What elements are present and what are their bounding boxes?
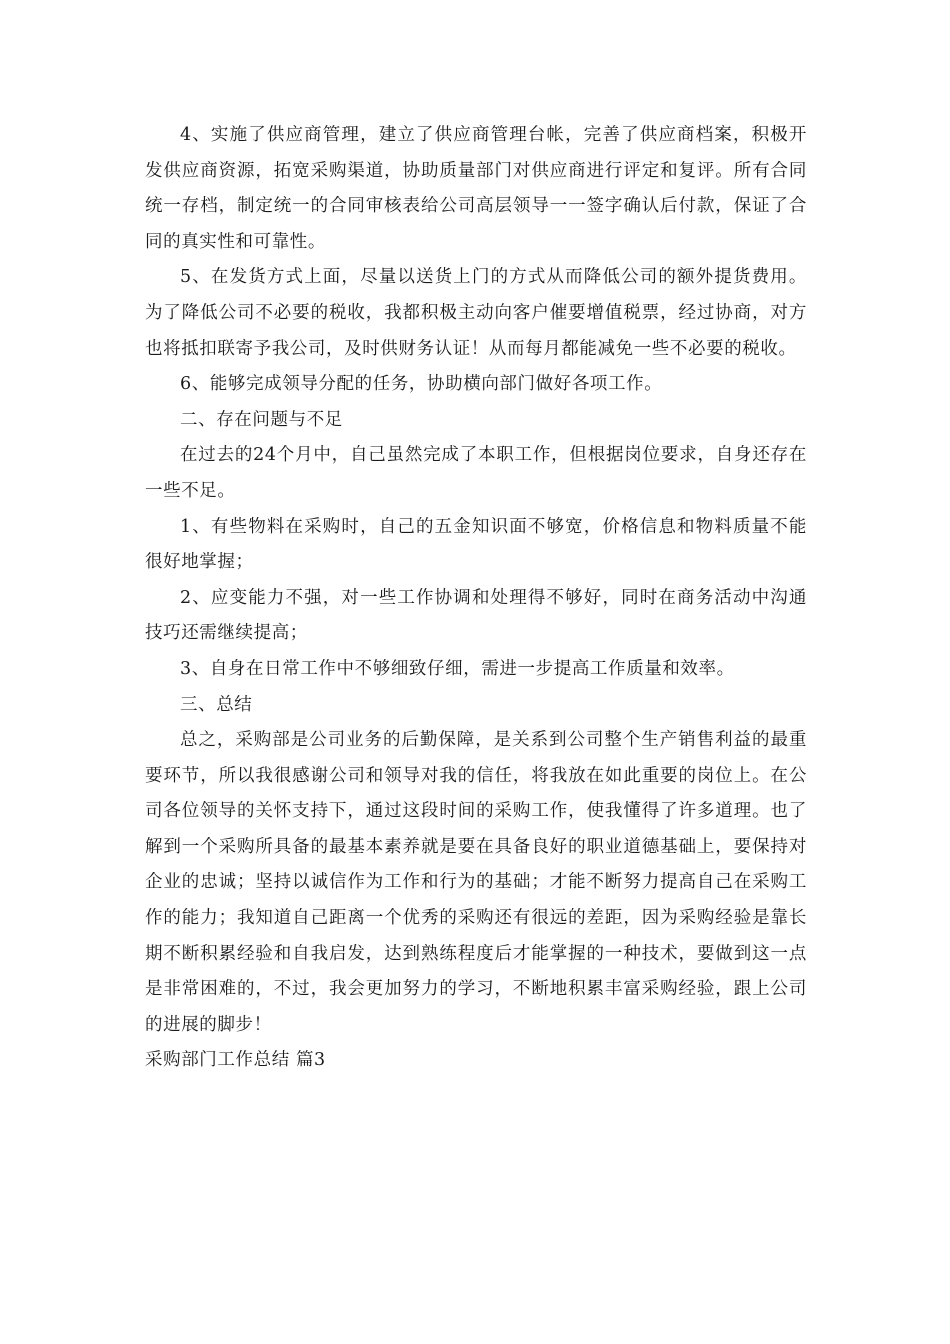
paragraph-problem-1: 1、有些物料在采购时，自己的五金知识面不够宽，价格信息和物料质量不能很好地掌握； — [145, 516, 807, 573]
paragraph-problem-3: 3、自身在日常工作中不够细致仔细，需进一步提高工作质量和效率。 — [180, 658, 735, 679]
section-heading-problems: 二、存在问题与不足 — [180, 409, 343, 430]
next-article-title: 采购部门工作总结 篇3 — [145, 1050, 326, 1071]
paragraph-item-4: 4、实施了供应商管理，建立了供应商管理台帐，完善了供应商档案，积极开发供应商资源，拓宽采购渠道，协助质量部门对供应商进行评定和复评。所有合同统一存档，制定统一的合同审核表给公司高层领导一一签字确认后付款，保证了合同的真实性和可靠性。 — [145, 125, 807, 252]
paragraph-item-6: 6、能够完成领导分配的任务，协助横向部门做好各项工作。 — [180, 374, 663, 395]
section-heading-summary: 三、总结 — [180, 694, 253, 715]
paragraph-problem-2: 2、应变能力不强，对一些工作协调和处理得不够好，同时在商务活动中沟通技巧还需继续提高； — [145, 587, 807, 644]
paragraph-item-5: 5、在发货方式上面，尽量以送货上门的方式从而降低公司的额外提货费用。为了降低公司不必要的税收，我都积极主动向客户催要增值税票，经过协商，对方也将抵扣联寄予我公司，及时供财务认证！从而每月都能减免一些不必要的税收。 — [145, 267, 807, 359]
paragraph-summary: 总之，采购部是公司业务的后勤保障，是关系到公司整个生产销售利益的最重要环节，所以我很感谢公司和领导对我的信任，将我放在如此重要的岗位上。在公司各位领导的关怀支持下，通过这段时间的采购工作，使我懂得了许多道理。也了解到一个采购所具备的最基本素养就是要在具备良好的职业道德基础上，要保持对企业的忠诚；坚持以诚信作为工作和行为的基础；才能不断努力提高自己在采购工作的能力；我知道自己距离一个优秀的采购还有很远的差距，因为采购经验是靠长期不断积累经验和自我启发，达到熟练程度后才能掌握的一种技术，要做到这一点是非常困难的，不过，我会更加努力的学习，不断地积累丰富采购经验，跟上公司的进展的脚步！ — [145, 730, 807, 1035]
paragraph-problems-intro: 在过去的24个月中，自己虽然完成了本职工作，但根据岗位要求，自身还存在一些不足。 — [145, 445, 807, 501]
document-body — [145, 118, 807, 1079]
